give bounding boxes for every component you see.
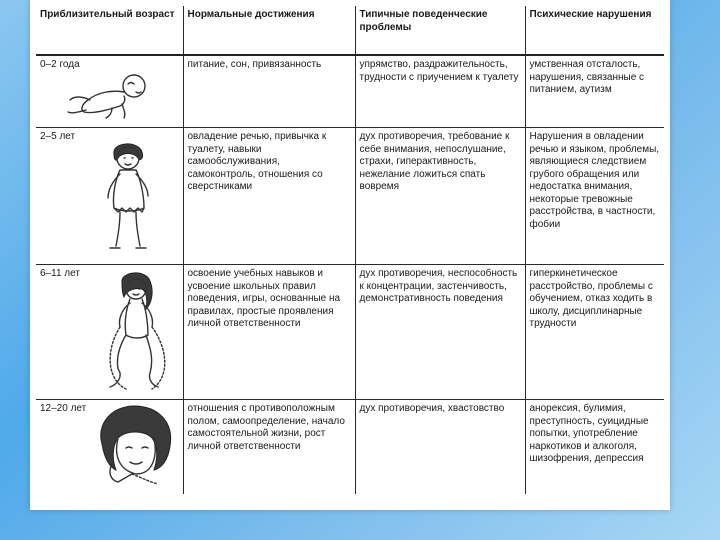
age-label: 2–5 лет <box>40 131 76 142</box>
age-label: 0–2 года <box>40 59 80 70</box>
header-norm: Нормальные достижения <box>183 6 355 55</box>
disorders-cell: анорексия, булимия, преступность, суицидные попытки, употребление наркотиков и алкоголя, шизофрения, депрессия <box>529 403 649 464</box>
crawling-baby-icon <box>64 70 154 120</box>
disorders-cell: умственная отсталость, нарушения, связанные с питанием, аутизм <box>525 55 664 128</box>
disorders-cell: Нарушения в овладении речью и языком, проблемы, являющиеся следствием грубого обращения или недостатка внимания, некоторые тревожные расстройства, в частности, фобии <box>525 128 664 265</box>
norm-cell: питание, сон, привязанность <box>183 55 355 128</box>
table-row <box>36 55 664 128</box>
age-cell <box>36 128 183 265</box>
norm-cell: отношения с противоположным полом, самоопределение, начало самостоятельной жизни, рост личной ответственности <box>183 400 355 495</box>
norm-cell: освоение учебных навыков и усвоение школьных правил поведения, игры, основанные на правилах, простые проявления личной ответственности <box>183 265 355 400</box>
table-row <box>36 400 664 495</box>
table-sheet <box>30 0 670 510</box>
table-row <box>36 128 664 265</box>
disorders-cell: гиперкинетическое расстройство, проблемы с обучением, отказ ходить в школу, дисциплинарные трудности <box>525 265 664 400</box>
development-table <box>36 6 664 494</box>
problems-cell: дух противоречия, требование к себе внимания, непослушание, страхи, гиперактивность, нежелание ложиться спать вовремя <box>355 128 525 265</box>
header-age: Приблизительный возраст <box>36 6 183 55</box>
problems-cell: дух противоречия, хвастовство <box>355 400 525 495</box>
jumping-rope-girl-icon <box>96 269 176 391</box>
teen-on-phone-icon <box>92 404 178 486</box>
age-label: 12–20 лет <box>40 403 87 414</box>
problems-cell: дух противоречия, неспособность к концентрации, застенчивость, демонстративность поведения <box>355 265 525 400</box>
age-cell <box>36 55 183 128</box>
header-disorders: Психические нарушения <box>525 6 664 55</box>
header-problems: Типичные поведенческие проблемы <box>355 6 525 55</box>
toddler-girl-icon <box>98 138 158 256</box>
norm-cell: овладение речью, привычка к туалету, навыки самообслуживания, самоконтроль, отношения со сверстниками <box>183 128 355 265</box>
problems-cell: упрямство, раздражительность, трудности с приучением к туалету <box>355 55 525 128</box>
age-cell <box>36 400 183 495</box>
age-label: 6–11 лет <box>40 268 80 279</box>
header-row <box>36 6 664 55</box>
age-cell <box>36 265 183 400</box>
table-row <box>36 265 664 400</box>
